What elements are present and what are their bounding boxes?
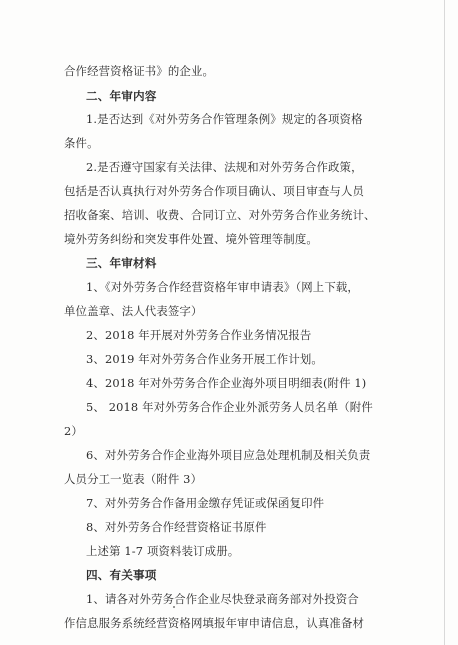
text-line: 2.是否遵守国家有关法律、法规和对外劳务合作政策， <box>86 160 363 174</box>
text-line: 7、对外劳务合作备用金缴存凭证或保函复印件 <box>86 496 325 510</box>
text-line: 3、2019 年对外劳务合作业务开展工作计划。 <box>86 352 323 366</box>
text-line: 合作经营资格证书》的企业。 <box>64 64 215 78</box>
section-heading-year-review-content: 二、年审内容 <box>86 89 157 103</box>
text-line: 条件。 <box>64 136 99 150</box>
text-line: 上述第 1-7 项资料装订成册。 <box>86 544 240 558</box>
text-line: 1、《对外劳务合作经营资格年审申请表》（网上下载， <box>86 280 359 294</box>
text-line: 8、对外劳务合作经营资格证书原件 <box>86 520 267 534</box>
text-line: 单位盖章、法人代表签字） <box>64 304 203 318</box>
section-heading-year-review-materials: 三、年审材料 <box>86 256 157 270</box>
text-line: 境外劳务纠纷和突发事件处置、境外管理等制度。 <box>64 232 318 246</box>
section-heading-related-matters: 四、有关事项 <box>86 568 157 582</box>
scan-speck <box>173 606 175 608</box>
text-line: 1、请各对外劳务合作企业尽快登录商务部对外投资合 <box>86 592 359 606</box>
text-line: 1.是否达到《对外劳务合作管理条例》规定的各项资格 <box>86 112 363 126</box>
text-line: 6、对外劳务合作企业海外项目应急处理机制及相关负责 <box>86 448 371 462</box>
text-line: 招收备案、培训、收费、合同订立、对外劳务合作业务统计、 <box>64 208 376 222</box>
text-line: 4、2018 年对外劳务合作企业海外项目明细表(附件 1) <box>86 376 367 390</box>
text-line: 2、2018 年开展对外劳务合作业务情况报告 <box>86 328 312 342</box>
text-line: 2） <box>64 424 83 438</box>
text-line: 人员分工一览表（附件 3） <box>64 472 203 486</box>
text-line: 包括是否认真执行对外劳务合作项目确认、项目审查与人员 <box>64 184 365 198</box>
page-edge <box>444 0 445 645</box>
text-line: 5、 2018 年对外劳务合作企业外派劳务人员名单（附件 <box>86 400 373 414</box>
text-line: 作信息服务系统经营资格网填报年审申请信息，认真准备材 <box>64 616 365 630</box>
